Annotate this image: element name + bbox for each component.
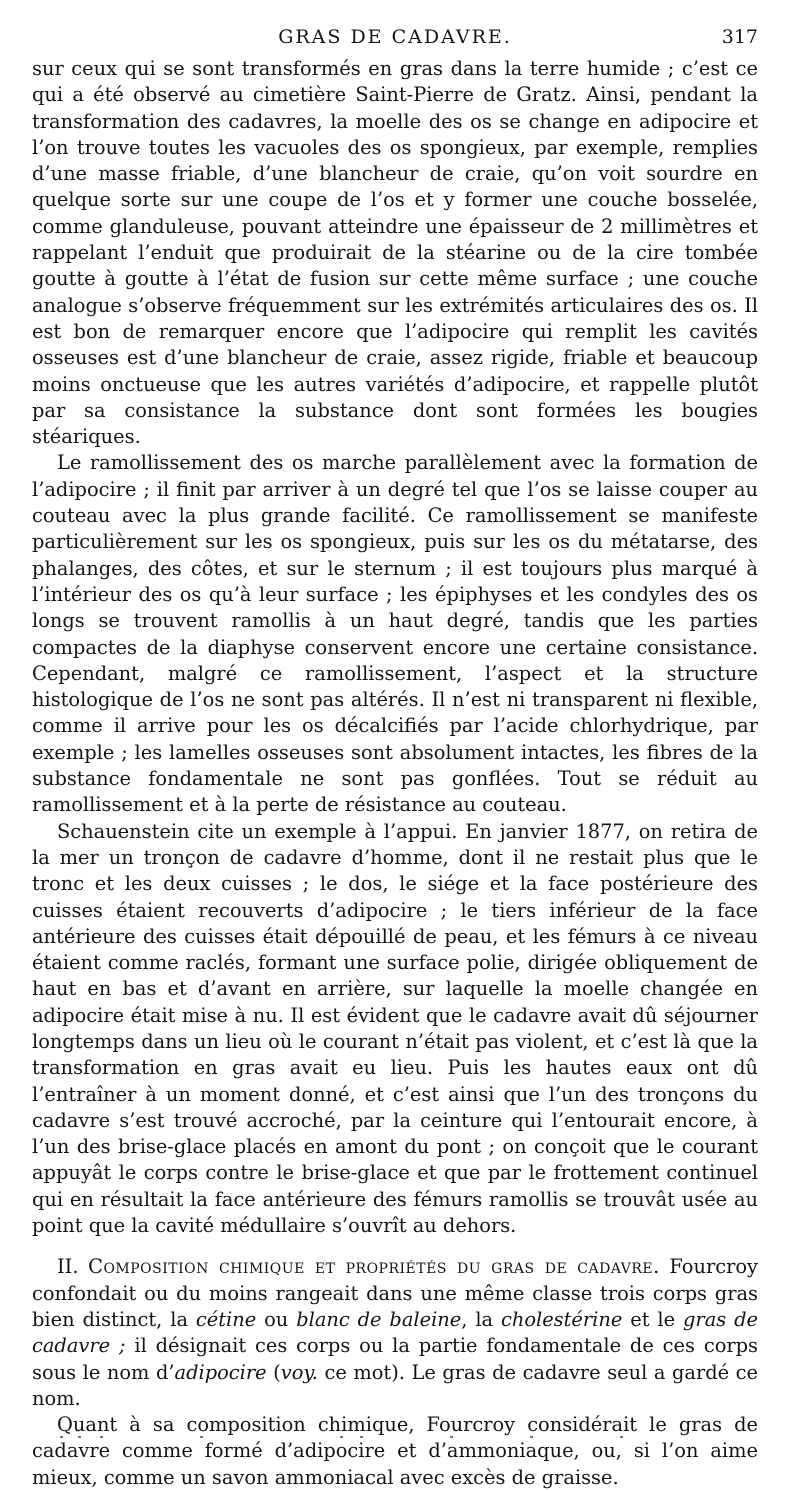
section-heading: Composition chimique et propriétés du gras de cadavre. <box>88 1255 660 1279</box>
paragraph-chemical-composition: Quant à sa composition chimique, Fourcroy considérait le gras de cadavre comme formé d’adipocire et d’ammoniaque, ou, si l’on aime mieux, comme un savon ammoniacal avec excès de graisse. <box>32 1413 758 1489</box>
section-ii-paragraph: II. Composition chimique et propriétés du gras de cadavre. Fourcroy confondait ou du moins rangeait dans une même classe trois corps gras bien distinct, la cétine ou blanc de baleine, la cholestérine et le gras de cadavre ; il désignait ces corps ou la partie fondamentale de ces corps sous le nom d’adipocire (voy. ce mot). Le gras de cadavre seul a gardé ce nom. <box>32 1255 759 1410</box>
italic-term: adipocire <box>174 1360 267 1384</box>
paragraph-continuation: sur ceux qui se sont transformés en gras dans la terre humide ; c’est ce qui a été observé au cimetière Saint-Pierre de Gratz. Ainsi, pendant la transformation des cadavres, la moelle des os se change en adipocire et l’on trouve toutes les vacuoles des os spongieux, par exemple, remplies d’une masse friable, d’une blancheur de craie, qu’on voit sourdre en quelque sorte sur une coupe de l’os et y former une couche bosselée, comme glanduleuse, pouvant atteindre une épaisseur de 2 millimètres et rappelant l’enduit que produirait de la stéarine ou de la cire tombée goutte à goutte à l’état de fusion sur cette même surface ; une couche analogue s’observe fréquemment sur les extrémités articulaires des os. Il est bon de remarquer encore que l’adipocire qui remplit les cavités osseuses est d’une blancheur de craie, assez rigide, friable et beaucoup moins onctueuse que les autres variétés d’adipocire, et rappelle plutôt par sa consistance la substance dont sont formées les bougies stéariques. <box>32 57 758 449</box>
italic-term: voy. <box>280 1360 318 1384</box>
paragraph-schauenstein-example: Schauenstein cite un exemple à l’appui. En janvier 1877, on retira de la mer un tronçon de cadavre d’homme, dont il ne restait plus que le tronc et les deux cuisses ; le dos, le siége et la face postérieure des cuisses étaient recouverts d’adipocire ; le tiers inférieur de la face antérieure des cuisses était dépouillé de peau, et les fémurs à ce niveau étaient comme raclés, formant une surface polie, dirigée obliquement de haut en bas et d’avant en arrière, sur laquelle la moelle changée en adipocire était mise à nu. Il est évident que le cadavre avait dû séjourner longtemps dans un lieu où le courant n’était pas violent, et c’est là que la transformation en gras avait eu lieu. Puis les hautes eaux ont dû l’entraîner à un moment donné, et c’est ainsi que l’un des tronçons du cadavre s’est trouvé accroché, par la ceinture qui l’entourait encore, à l’un des brise-glace placés en amont du pont ; on conçoit que le courant appuyât le corps contre le brise-glace et que par le frottement continuel qui en résultait la face antérieure des fémurs ramollis se trouvât usée au point que la cavité médullaire s’ouvrît au dehors. <box>32 819 758 1238</box>
running-title: GRAS DE CADAVRE. <box>278 26 512 48</box>
italic-term: gras de cadavre ; <box>32 1307 759 1358</box>
body-text <box>32 56 758 1491</box>
italic-term: cholestérine <box>500 1307 623 1331</box>
book-page <box>32 22 758 1491</box>
italic-term: cétine <box>195 1307 257 1331</box>
print-specks <box>60 1436 660 1446</box>
paragraph-bone-softening: Le ramollissement des os marche parallèlement avec la formation de l’adipocire ; il finit par arriver à un degré tel que l’os se laisse couper au couteau avec la plus grande facilité. Ce ramollissement se manifeste particulièrement sur les os spongieux, puis sur les os du métatarse, des phalanges, des côtes, et sur le sternum ; il est toujours plus marqué à l’intérieur des os qu’à leur surface ; les épiphyses et les condyles des os longs se trouvent ramollis à un haut degré, tandis que les parties compactes de la diaphyse conservent encore une certaine consistance. Cependant, malgré ce ramollissement, l’aspect et la structure histologique de l’os ne sont pas altérés. Il n’est ni transparent ni flexible, comme il arrive pour les os décalcifiés par l’acide chlorhydrique, par exemple ; les lamelles osseuses sont absolument intactes, les fibres de la substance fondamentale ne sont pas gonflées. Tout se réduit au ramollissement et à la perte de résistance au couteau. <box>32 451 758 817</box>
section-numeral: II. <box>57 1255 79 1279</box>
running-head <box>32 22 758 56</box>
page-number: 317 <box>721 26 758 48</box>
italic-term: blanc de baleine <box>296 1307 462 1331</box>
